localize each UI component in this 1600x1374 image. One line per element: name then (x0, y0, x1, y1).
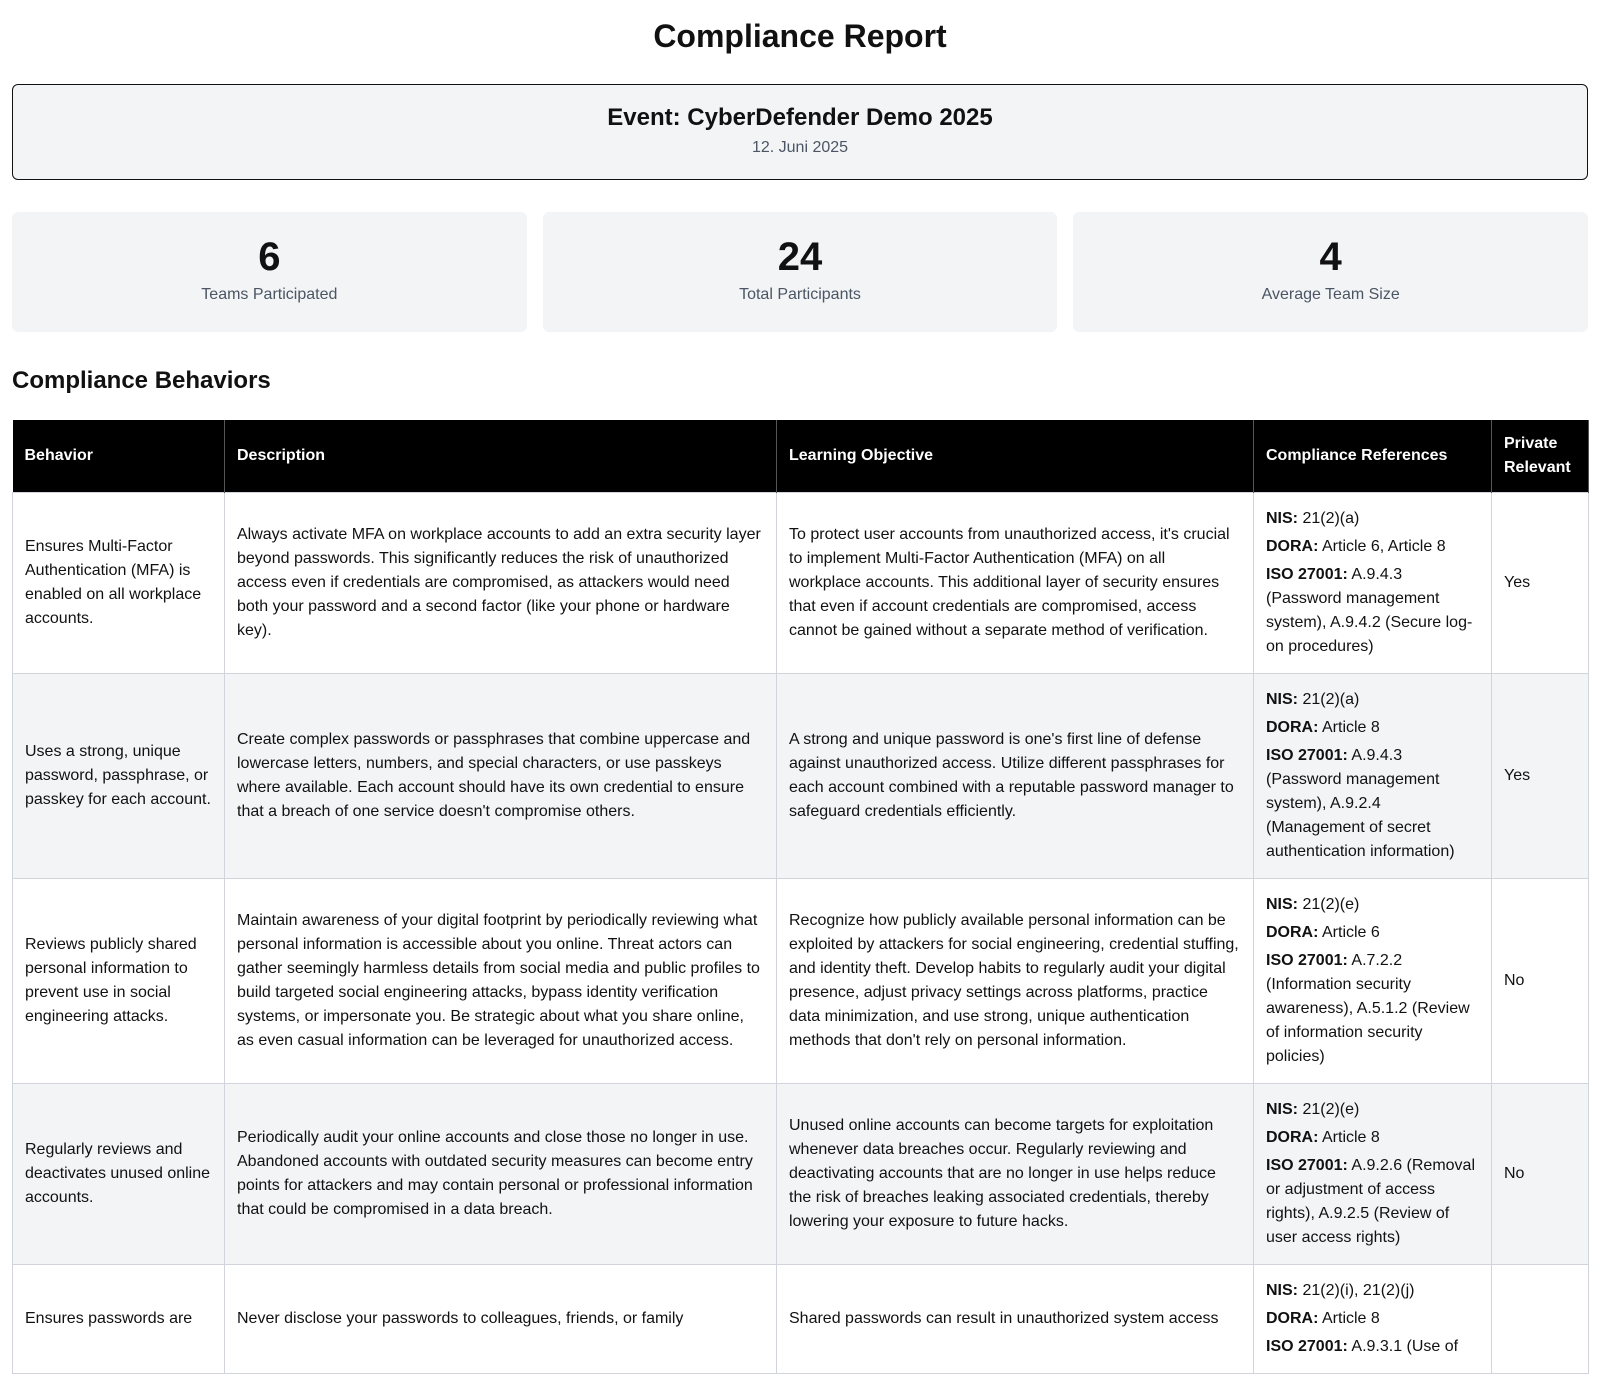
reference-framework: DORA: (1266, 538, 1319, 555)
reference-framework: DORA: (1266, 1129, 1319, 1146)
reference-framework: NIS: (1266, 1282, 1298, 1299)
header-behavior: Behavior (13, 420, 225, 493)
reference-framework: ISO 27001: (1266, 952, 1348, 969)
reference-value: Article 8 (1322, 1129, 1380, 1146)
header-private-relevant: Private Relevant (1492, 420, 1589, 493)
compliance-reference (1266, 1098, 1479, 1122)
learning-objective-cell: Unused online accounts can become targets for exploitation whenever data breaches occur. Regularly reviewing and deactivating accounts that are no longer in use helps reduce the risk of breaches leaking associated credentials, thereby lowering your exposure to future hacks. (777, 1084, 1254, 1265)
private-relevant-cell: No (1492, 1084, 1589, 1265)
page-title: Compliance Report (653, 18, 947, 54)
reference-framework: NIS: (1266, 691, 1298, 708)
header-description: Description (225, 420, 777, 493)
behavior-cell: Reviews publicly shared personal information to prevent use in social engineering attacks. (13, 879, 225, 1084)
compliance-reference (1266, 507, 1479, 531)
compliance-references-cell (1254, 1265, 1492, 1374)
reference-value: A.9.2.6 (Removal or adjustment of access rights), A.9.2.5 (Review of user access rights) (1266, 1157, 1475, 1246)
reference-framework: DORA: (1266, 924, 1319, 941)
private-relevant-cell (1492, 1265, 1589, 1374)
section-title: Compliance Behaviors (12, 367, 271, 394)
reference-framework: ISO 27001: (1266, 747, 1348, 764)
stat-value: 4 (1319, 235, 1342, 279)
reference-value: 21(2)(e) (1302, 1101, 1360, 1118)
reference-value: A.9.4.3 (Password management system), A.9.2.4 (Management of secret authentication information) (1266, 747, 1455, 860)
compliance-reference (1266, 1279, 1479, 1303)
event-title: Event: CyberDefender Demo 2025 (607, 104, 993, 131)
reference-framework: NIS: (1266, 510, 1298, 527)
behavior-cell: Regularly reviews and deactivates unused online accounts. (13, 1084, 225, 1265)
reference-value: A.9.4.3 (Password management system), A.9.4.2 (Secure log-on procedures) (1266, 566, 1473, 655)
compliance-reference (1266, 563, 1479, 659)
compliance-reference (1266, 716, 1479, 740)
learning-objective-cell: Recognize how publicly available personal information can be exploited by attackers for social engineering, credential stuffing, and identity theft. Develop habits to regularly audit your digital presence, adjust privacy settings across platforms, practice data minimization, and use strong, unique authentication methods that don't rely on personal information. (777, 879, 1254, 1084)
stat-label: Total Participants (739, 286, 861, 303)
stat-value: 24 (777, 235, 823, 279)
description-cell: Create complex passwords or passphrases that combine uppercase and lowercase letters, numbers, and special characters, or use passkeys where available. Each account should have its own credential to ensure that a breach of one service doesn't compromise others. (225, 674, 777, 879)
table-row (13, 879, 1589, 1084)
table-row (13, 493, 1589, 674)
table-row (13, 1084, 1589, 1265)
description-cell: Maintain awareness of your digital footprint by periodically reviewing what personal information is accessible about you online. Threat actors can gather seemingly harmless details from social media and public profiles to build targeted social engineering attacks, bypass identity verification systems, or impersonate you. Be strategic about what you share online, as even casual information can be leveraged for unauthorized access. (225, 879, 777, 1084)
stat-value: 6 (258, 235, 281, 279)
compliance-references-cell (1254, 674, 1492, 879)
description-cell: Periodically audit your online accounts and close those no longer in use. Abandoned accounts with outdated security measures can become entry points for attackers and may contain personal or professional information that could be compromised in a data breach. (225, 1084, 777, 1265)
description-cell: Always activate MFA on workplace accounts to add an extra security layer beyond passwords. This significantly reduces the risk of unauthorized access even if credentials are compromised, as attackers would need both your password and a second factor (like your phone or hardware key). (225, 493, 777, 674)
compliance-references-cell (1254, 493, 1492, 674)
behavior-cell: Ensures passwords are (13, 1265, 225, 1374)
reference-framework: DORA: (1266, 1310, 1319, 1327)
compliance-table (12, 420, 1589, 1374)
reference-framework: NIS: (1266, 1101, 1298, 1118)
reference-framework: ISO 27001: (1266, 1338, 1348, 1355)
compliance-references-cell (1254, 879, 1492, 1084)
stat-card-team-size (1073, 212, 1588, 332)
header-compliance-references: Compliance References (1254, 420, 1492, 493)
private-relevant-cell: Yes (1492, 493, 1589, 674)
learning-objective-cell: Shared passwords can result in unauthorized system access (777, 1265, 1254, 1374)
reference-value: Article 6, Article 8 (1322, 538, 1446, 555)
reference-framework: ISO 27001: (1266, 1157, 1348, 1174)
stat-card-participants (543, 212, 1058, 332)
compliance-reference (1266, 949, 1479, 1069)
reference-framework: ISO 27001: (1266, 566, 1348, 583)
compliance-reference (1266, 1307, 1479, 1331)
learning-objective-cell: To protect user accounts from unauthorized access, it's crucial to implement Multi-Factor Authentication (MFA) on all workplace accounts. This additional layer of security ensures that even if account credentials are compromised, access cannot be gained without a separate method of verification. (777, 493, 1254, 674)
table-row (13, 1265, 1589, 1374)
compliance-references-cell (1254, 1084, 1492, 1265)
compliance-reference (1266, 688, 1479, 712)
table-body (13, 493, 1589, 1374)
reference-framework: NIS: (1266, 896, 1298, 913)
reference-value: Article 6 (1322, 924, 1380, 941)
compliance-reference (1266, 893, 1479, 917)
compliance-reference (1266, 1154, 1479, 1250)
compliance-reference (1266, 1335, 1479, 1359)
event-header (12, 84, 1588, 180)
behavior-cell: Ensures Multi-Factor Authentication (MFA) is enabled on all workplace accounts. (13, 493, 225, 674)
compliance-reference (1266, 921, 1479, 945)
compliance-reference (1266, 744, 1479, 864)
private-relevant-cell: Yes (1492, 674, 1589, 879)
header-learning-objective: Learning Objective (777, 420, 1254, 493)
stats-row (12, 212, 1588, 332)
table-row (13, 674, 1589, 879)
compliance-reference (1266, 1126, 1479, 1150)
behavior-cell: Uses a strong, unique password, passphrase, or passkey for each account. (13, 674, 225, 879)
reference-value: 21(2)(a) (1302, 691, 1360, 708)
learning-objective-cell: A strong and unique password is one's first line of defense against unauthorized access. Utilize different passphrases for each account combined with a reputable password manager to safeguard credentials efficiently. (777, 674, 1254, 879)
private-relevant-cell: No (1492, 879, 1589, 1084)
stat-label: Average Team Size (1261, 286, 1400, 303)
description-cell: Never disclose your passwords to colleagues, friends, or family (225, 1265, 777, 1374)
reference-value: 21(2)(a) (1302, 510, 1360, 527)
reference-value: Article 8 (1322, 719, 1380, 736)
stat-card-teams (12, 212, 527, 332)
reference-value: Article 8 (1322, 1310, 1380, 1327)
reference-value: 21(2)(e) (1302, 896, 1360, 913)
compliance-reference (1266, 535, 1479, 559)
table-header-row (13, 420, 1589, 493)
reference-value: A.9.3.1 (Use of (1351, 1338, 1459, 1355)
reference-value: A.7.2.2 (Information security awareness), A.5.1.2 (Review of information security policies) (1266, 952, 1470, 1065)
reference-value: 21(2)(i), 21(2)(j) (1302, 1282, 1415, 1299)
stat-label: Teams Participated (201, 286, 338, 303)
reference-framework: DORA: (1266, 719, 1319, 736)
event-date: 12. Juni 2025 (751, 139, 849, 156)
